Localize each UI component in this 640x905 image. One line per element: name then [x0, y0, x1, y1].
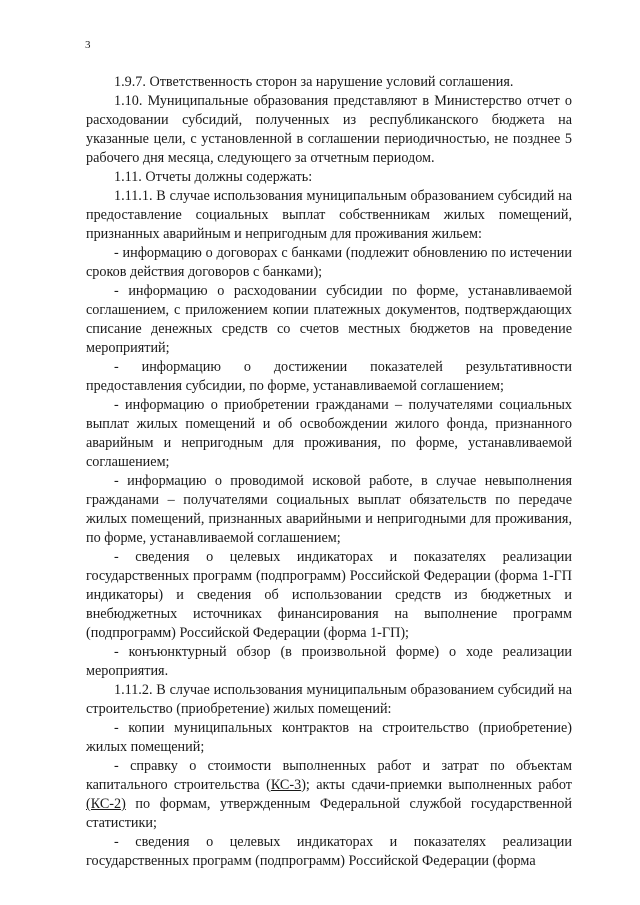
document-body: [86, 73, 572, 871]
list-item-indicators: - информацию о достижении показателей результативности предоставления субсидии, по форме, устанавливаемой соглашением;: [86, 359, 572, 394]
cost-certificate-text-c: по формам, утвержденным Федеральной службой государственной статистики;: [86, 796, 572, 831]
paragraph-1-11-1: 1.11.1. В случае использования муниципальным образованием субсидий на предоставление социальных выплат собственникам жилых помещений, признанных аварийным и непригодным для проживания жильем:: [86, 188, 572, 242]
list-item-lawsuits: - информацию о проводимой исковой работе, в случае невыполнения гражданами – получателями социальных выплат обязательств по передаче жилых помещений, признанных аварийными и непригодными для проживания, по форме, устанавливаемой соглашением;: [86, 473, 572, 546]
list-item-target-indicators-2: - сведения о целевых индикаторах и показателях реализации государственных программ (подпрограмм) Российской Федерации (форма: [86, 834, 572, 869]
page-number: 3: [85, 39, 91, 51]
paragraph-1-9-7: 1.9.7. Ответственность сторон за нарушение условий соглашения.: [114, 74, 514, 90]
list-item-target-indicators: - сведения о целевых индикаторах и показателях реализации государственных программ (подпрограмм) Российской Федерации (форма 1-ГП индикаторы) и сведения об использовании средств из бюджетных и внебюджетных источниках финансирования на выполнение программ (подпрограмм) Российской Федерации (форма 1-ГП);: [86, 549, 572, 641]
list-item-cost-certificate: [86, 757, 572, 833]
cost-certificate-text-a: - справку о стоимости выполненных работ и затрат по объектам капитального строительства (: [86, 758, 572, 793]
list-item-contracts: - копии муниципальных контрактов на строительство (приобретение) жилых помещений;: [86, 720, 572, 755]
list-item-expenditure: - информацию о расходовании субсидии по форме, устанавливаемой соглашением, с приложением копии платежных документов, подтверждающих списание денежных средств со счетов местных бюджетов на проведение мероприятий;: [86, 283, 572, 356]
list-item-banks: - информацию о договорах с банками (подлежит обновлению по истечении сроков действия договоров с банками);: [86, 245, 572, 280]
list-item-market-review: - конъюнктурный обзор (в произвольной форме) о ходе реализации мероприятия.: [86, 644, 572, 679]
ks2-link[interactable]: (КС-2): [86, 796, 126, 812]
paragraph-1-11-2: 1.11.2. В случае использования муниципальным образованием субсидий на строительство (приобретение) жилых помещений:: [86, 682, 572, 717]
ks3-link[interactable]: КС-3: [270, 777, 302, 793]
list-item-acquisition: - информацию о приобретении гражданами – получателями социальных выплат жилых помещений и об освобождении жилого фонда, признанного аварийным и непригодным для проживания, по форме, устанавливаемой соглашением;: [86, 397, 572, 470]
paragraph-1-11: 1.11. Отчеты должны содержать:: [114, 169, 313, 185]
cost-certificate-text-b: ); акты сдачи-приемки выполненных работ: [301, 777, 572, 793]
paragraph-1-10: 1.10. Муниципальные образования представляют в Министерство отчет о расходовании субсидий, полученных из республиканского бюджета на указанные цели, с установленной в соглашении периодичностью, не позднее 5 рабочего дня месяца, следующего за отчетным периодом.: [86, 93, 572, 166]
